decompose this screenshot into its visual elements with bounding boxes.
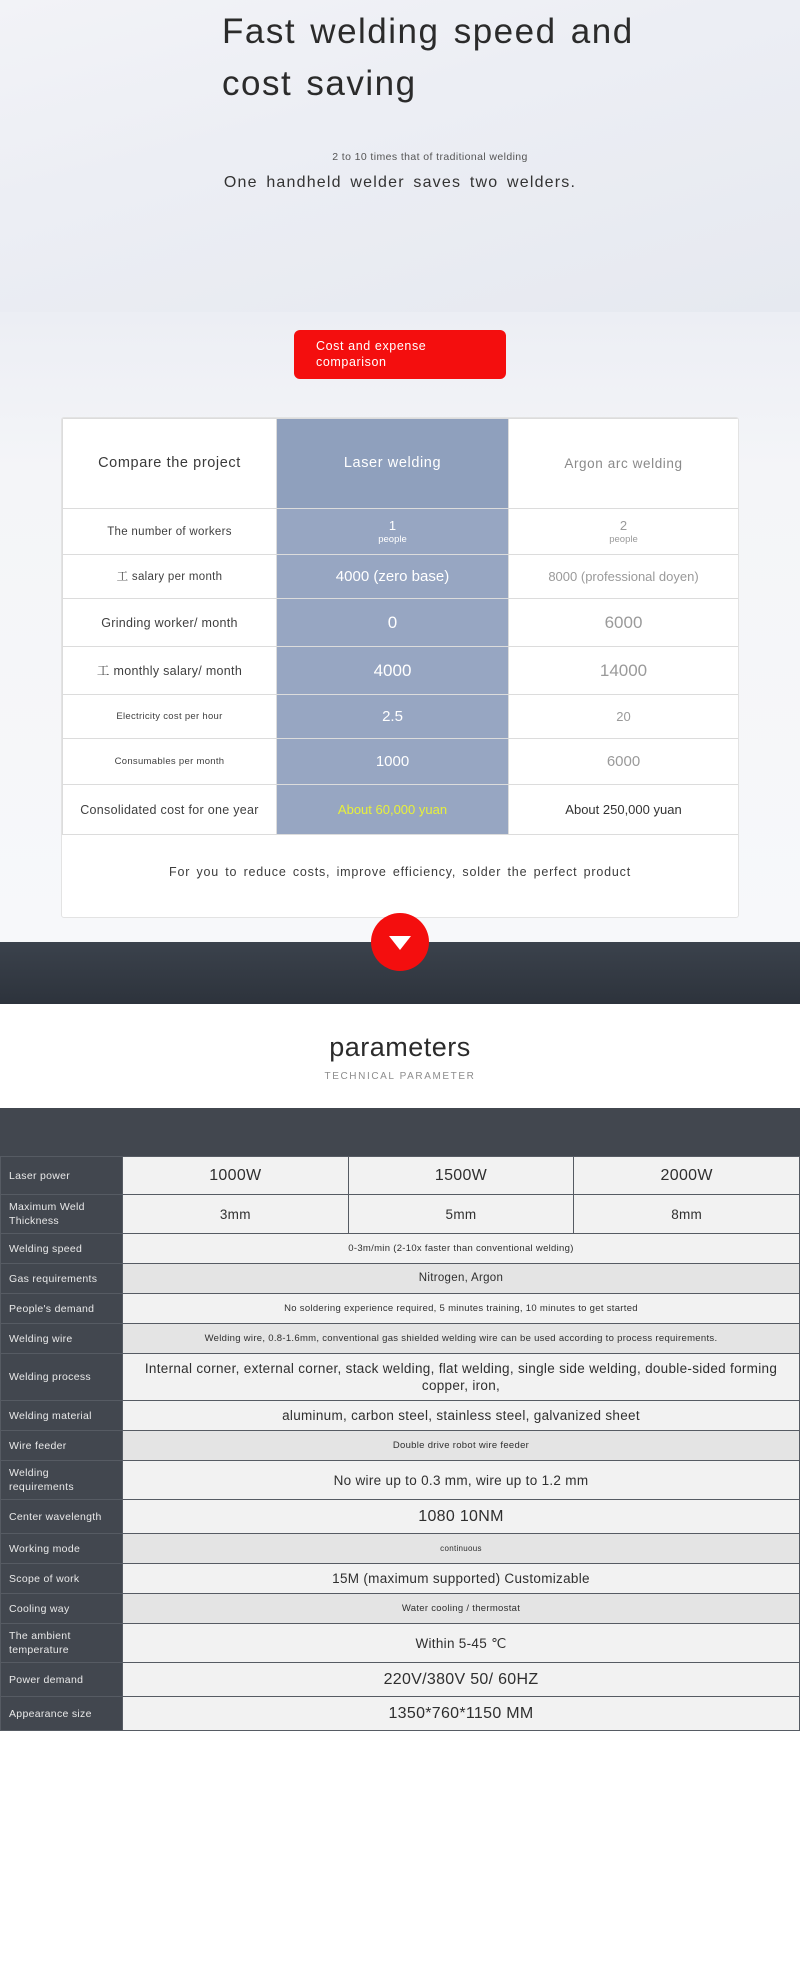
table-row: [1, 1431, 800, 1461]
spec-value-ambient-temperature: Within 5-45 ℃: [123, 1624, 800, 1663]
table-row: [1, 1354, 800, 1401]
table-row: [1, 1157, 800, 1195]
parameters-header: [0, 1004, 800, 1108]
row-laser-consolidated-cost: About 60,000 yuan: [277, 785, 509, 835]
table-row: [1, 1264, 800, 1294]
row-argon-workers-value: 2: [619, 517, 628, 533]
row-argon-consumables: 6000: [509, 739, 739, 785]
spec-value-laser-power-1500w: 1500W: [348, 1157, 574, 1195]
row-argon-monthly-salary: 14000: [509, 647, 739, 695]
spec-value-peoples-demand: No soldering experience required, 5 minutes training, 10 minutes to get started: [123, 1294, 800, 1324]
row-label-electricity-cost: Electricity cost per hour: [63, 695, 277, 739]
row-argon-consolidated-cost: About 250,000 yuan: [509, 785, 739, 835]
table-row: [1, 1663, 800, 1697]
row-label-consumables: Consumables per month: [63, 739, 277, 785]
hero-subtitle-main: One handheld welder saves two welders.: [223, 174, 577, 191]
row-label-grinding-worker: Grinding worker/ month: [63, 599, 277, 647]
row-label-consolidated-cost: Consolidated cost for one year: [63, 785, 277, 835]
row-laser-grinding-worker: 0: [277, 599, 509, 647]
table-row: [1, 1195, 800, 1234]
spec-value-center-wavelength: 1080 10NM: [123, 1500, 800, 1534]
spec-label-working-mode: Working mode: [1, 1534, 123, 1564]
spec-value-welding-speed: 0-3m/min (2-10x faster than conventional welding): [123, 1234, 800, 1264]
spec-value-laser-power-2000w: 2000W: [574, 1157, 800, 1195]
spec-label-welding-speed: Welding speed: [1, 1234, 123, 1264]
spec-value-cooling-way: Water cooling / thermostat: [123, 1594, 800, 1624]
row-laser-monthly-salary: 4000: [277, 647, 509, 695]
spec-label-ambient-temperature: The ambient temperature: [1, 1624, 123, 1663]
table-row: [63, 739, 739, 785]
table-row: [1, 1234, 800, 1264]
row-laser-salary-per-month: 4000 (zero base): [277, 555, 509, 599]
parameters-title: parameters: [329, 1032, 471, 1062]
row-laser-workers-unit: people: [378, 533, 407, 545]
row-argon-salary-per-month: 8000 (professional doyen): [509, 555, 739, 599]
table-row: [1, 1500, 800, 1534]
table-row: [63, 555, 739, 599]
row-laser-electricity-cost: 2.5: [277, 695, 509, 739]
spec-value-scope-of-work: 15M (maximum supported) Customizable: [123, 1564, 800, 1594]
row-label-workers: The number of workers: [63, 509, 277, 555]
spec-label-gas-requirements: Gas requirements: [1, 1264, 123, 1294]
table-row: [1, 1401, 800, 1431]
row-argon-grinding-worker: 6000: [509, 599, 739, 647]
spec-value-appearance-size: 1350*760*1150 MM: [123, 1697, 800, 1731]
spec-label-cooling-way: Cooling way: [1, 1594, 123, 1624]
spec-label-max-weld-thickness: Maximum Weld Thickness: [1, 1195, 123, 1234]
row-label-salary-per-month: 工 salary per month: [63, 555, 277, 599]
cost-comparison-table: [62, 418, 739, 835]
spec-label-welding-material: Welding material: [1, 1401, 123, 1431]
parameters-subtitle: TECHNICAL PARAMETER: [324, 1071, 476, 1082]
spec-label-center-wavelength: Center wavelength: [1, 1500, 123, 1534]
scroll-down-arrow-button[interactable]: [371, 913, 429, 971]
spec-label-welding-wire: Welding wire: [1, 1324, 123, 1354]
row-argon-electricity-cost: 20: [509, 695, 739, 739]
row-laser-consumables: 1000: [277, 739, 509, 785]
spec-label-laser-power: Laser power: [1, 1157, 123, 1195]
spec-label-wire-feeder: Wire feeder: [1, 1431, 123, 1461]
table-row: [1, 1564, 800, 1594]
table-row: [63, 695, 739, 739]
hero-subtitle-small: 2 to 10 times that of traditional welding: [332, 151, 528, 163]
spec-value-laser-power-1000w: 1000W: [123, 1157, 349, 1195]
spec-value-gas-requirements: Nitrogen, Argon: [123, 1264, 800, 1294]
spec-value-welding-wire: Welding wire, 0.8-1.6mm, conventional gas shielded welding wire can be used according to process requirements.: [123, 1324, 800, 1354]
specifications-table: [0, 1156, 800, 1731]
spec-label-welding-process: Welding process: [1, 1354, 123, 1401]
spec-value-welding-requirements: No wire up to 0.3 mm, wire up to 1.2 mm: [123, 1461, 800, 1500]
hero-section: [0, 0, 800, 312]
cost-badge-wrap: [0, 312, 800, 379]
row-laser-workers-value: 1: [388, 517, 397, 533]
section-divider: [0, 942, 800, 1004]
table-row: [63, 599, 739, 647]
spec-label-scope-of-work: Scope of work: [1, 1564, 123, 1594]
row-argon-workers: [509, 509, 739, 555]
table-header-row: [63, 419, 739, 509]
table-row: [63, 509, 739, 555]
spec-label-peoples-demand: People's demand: [1, 1294, 123, 1324]
header-argon-arc-welding: Argon arc welding: [509, 419, 739, 509]
cost-comparison-section: [0, 312, 800, 942]
cost-comparison-card: [61, 417, 739, 918]
table-row: [63, 785, 739, 835]
spec-value-thickness-5mm: 5mm: [348, 1195, 574, 1234]
arrow-down-icon: [389, 936, 411, 950]
spec-label-appearance-size: Appearance size: [1, 1697, 123, 1731]
spec-label-welding-requirements: Welding requirements: [1, 1461, 123, 1500]
spec-value-welding-process: Internal corner, external corner, stack welding, flat welding, single side welding, double-sided forming copper, iron,: [123, 1354, 800, 1401]
table-row: [63, 647, 739, 695]
hero-title: Fast welding speed and cost saving: [222, 12, 634, 103]
table-row: [1, 1461, 800, 1500]
row-label-monthly-salary: 工 monthly salary/ month: [63, 647, 277, 695]
spec-value-welding-material: aluminum, carbon steel, stainless steel, galvanized sheet: [123, 1401, 800, 1431]
cost-footer-text: For you to reduce costs, improve efficiency, solder the perfect product: [169, 865, 631, 879]
table-row: [1, 1594, 800, 1624]
spec-value-thickness-3mm: 3mm: [123, 1195, 349, 1234]
table-row: [1, 1624, 800, 1663]
spec-label-power-demand: Power demand: [1, 1663, 123, 1697]
spec-value-wire-feeder: Double drive robot wire feeder: [123, 1431, 800, 1461]
spec-value-thickness-8mm: 8mm: [574, 1195, 800, 1234]
header-compare-project: Compare the project: [63, 419, 277, 509]
table-row: [1, 1324, 800, 1354]
row-argon-workers-unit: people: [609, 533, 638, 545]
table-row: [1, 1534, 800, 1564]
specifications-section: [0, 1108, 800, 1731]
header-laser-welding: Laser welding: [277, 419, 509, 509]
spec-value-working-mode: continuous: [123, 1534, 800, 1564]
cost-comparison-badge: Cost and expense comparison: [294, 330, 506, 379]
table-row: [1, 1294, 800, 1324]
table-row: [1, 1697, 800, 1731]
spec-value-power-demand: 220V/380V 50/ 60HZ: [123, 1663, 800, 1697]
row-laser-workers: [277, 509, 509, 555]
